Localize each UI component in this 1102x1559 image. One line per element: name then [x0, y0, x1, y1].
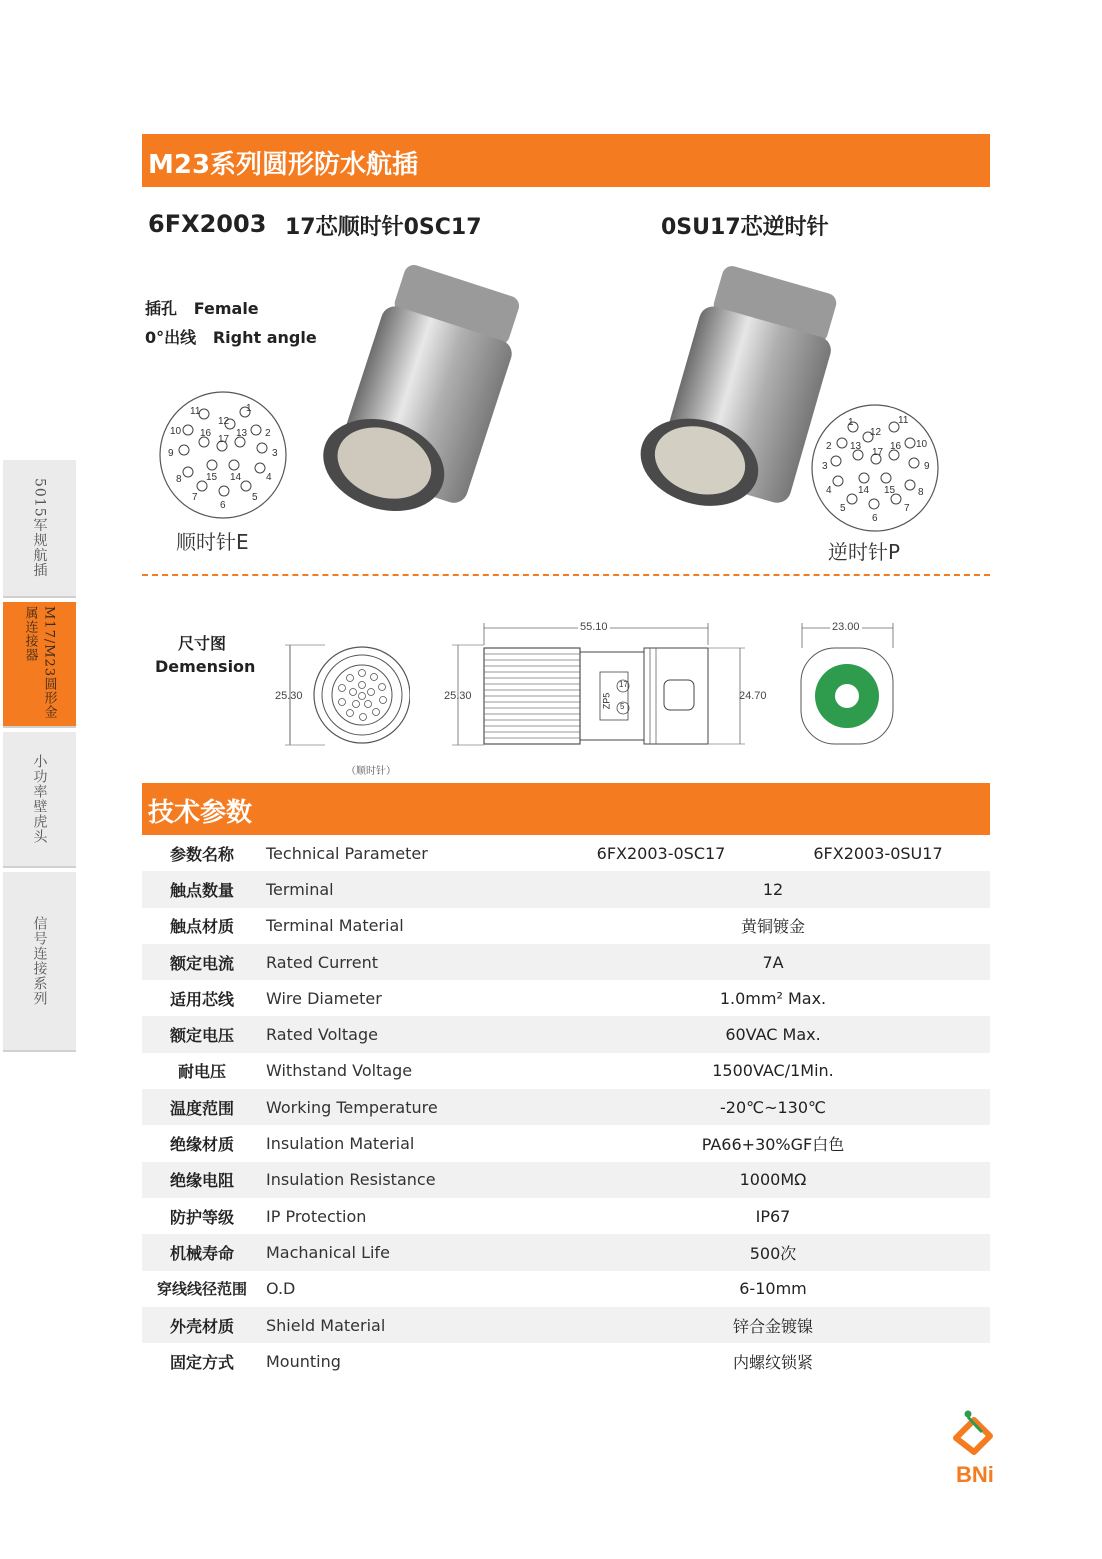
param-cn: 绝缘电阻 — [142, 1162, 262, 1198]
param-value: 12 — [556, 871, 990, 907]
table-row — [142, 1271, 990, 1307]
page-title: M23系列圆形防水航插 — [148, 150, 419, 180]
param-en: Wire Diameter — [266, 988, 382, 1008]
side-tab-signal[interactable] — [3, 872, 76, 1052]
side-tab-small-power[interactable] — [3, 732, 76, 868]
param-cn: 绝缘材质 — [169, 1135, 234, 1155]
pin-label: 3 — [822, 461, 828, 472]
pin-label: 17 — [872, 447, 884, 458]
param-en: Shield Material — [262, 1307, 556, 1343]
param-en: O.D — [266, 1279, 296, 1299]
table-row — [142, 1307, 990, 1343]
param-cn: 防护等级 — [169, 1207, 234, 1227]
table-row — [142, 1125, 990, 1161]
pin-label: 10 — [170, 426, 182, 437]
param-value: 黄铜镀金 — [740, 917, 805, 937]
param-value: 锌合金镀镍 — [556, 1307, 990, 1343]
brand-logo-icon — [946, 1410, 1006, 1460]
param-cn: 耐电压 — [177, 1062, 226, 1082]
param-en: Rated Current — [262, 944, 556, 980]
pin-label: 14 — [858, 485, 870, 496]
pin-label: 2 — [826, 441, 832, 452]
param-value: 1500VAC/1Min. — [712, 1061, 834, 1081]
param-value: 内螺纹锁紧 — [732, 1352, 813, 1372]
param-en: Rated Voltage — [262, 1016, 556, 1052]
pin-label: 14 — [230, 472, 242, 483]
page-title-banner — [142, 134, 990, 187]
connector-photo-counterclockwise — [620, 262, 840, 522]
header-cell: Technical Parameter — [266, 843, 428, 863]
pin-label: 12 — [218, 416, 230, 427]
dimension-label-cn: 尺寸图 — [178, 634, 227, 653]
pin-label: 15 — [884, 485, 896, 496]
spec-banner — [142, 783, 990, 835]
param-value: 500次 — [556, 1234, 990, 1270]
header-cell: 参数名称 — [169, 844, 234, 864]
table-row — [142, 1016, 990, 1052]
right-variant-heading: 0SU17芯逆时针 — [661, 215, 829, 240]
pin-label: 5 — [840, 503, 846, 514]
pin-label: 16 — [890, 441, 902, 452]
pin-label: 2 — [265, 428, 271, 439]
header-cell: 6FX2003-0SC17 — [596, 843, 726, 863]
side-marking-17: 17 — [619, 680, 628, 689]
pin-label: 11 — [898, 415, 909, 426]
pin-label: 13 — [850, 441, 862, 452]
param-value: -20℃~130℃ — [556, 1089, 990, 1125]
param-en: Terminal — [262, 871, 556, 907]
param-en: Insulation Resistance — [262, 1162, 556, 1198]
param-value: 6-10mm — [739, 1279, 807, 1299]
param-value: 1000MΩ — [556, 1162, 990, 1198]
pin-label: 9 — [168, 448, 174, 459]
table-row — [142, 1234, 990, 1270]
param-cn: 触点数量 — [142, 871, 262, 907]
pin-label: 6 — [220, 500, 226, 511]
feature-female: 插孔 Female — [145, 299, 259, 318]
param-value: IP67 — [755, 1206, 791, 1226]
spec-banner-title: 技术参数 — [148, 798, 253, 828]
table-header-row — [142, 835, 990, 871]
pin-label: 1 — [848, 417, 854, 428]
pin-diagram-counterclockwise — [810, 403, 940, 533]
pin-label: 8 — [918, 487, 924, 498]
param-cn: 外壳材质 — [142, 1307, 262, 1343]
side-tab-label: 小功率壁虎头 — [31, 754, 48, 844]
param-cn: 额定电压 — [142, 1016, 262, 1052]
param-value: PA66+30%GF白色 — [701, 1135, 845, 1155]
side-view-drawing — [440, 620, 790, 755]
side-height-right-dim: 24.70 — [739, 690, 767, 702]
param-en: Machanical Life — [262, 1234, 556, 1270]
side-marking-zp5: ZP5 — [601, 692, 612, 710]
pin-label: 3 — [272, 448, 278, 459]
spec-table — [142, 835, 990, 1379]
table-row — [142, 1198, 990, 1234]
left-model-heading: 6FX2003 — [148, 210, 267, 238]
pin-label: 15 — [206, 472, 218, 483]
param-en: Terminal Material — [266, 916, 404, 936]
end-view-drawing — [795, 620, 905, 750]
param-en: IP Protection — [266, 1206, 367, 1226]
pin-label: 12 — [870, 427, 882, 438]
table-row — [142, 944, 990, 980]
header-cell: 6FX2003-0SU17 — [813, 843, 943, 863]
side-height-left-dim: 25.30 — [444, 690, 472, 702]
clockwise-label: 顺时针E — [176, 530, 249, 554]
pin-label: 13 — [236, 428, 248, 439]
pin-label: 9 — [924, 461, 930, 472]
pin-diagram-clockwise — [158, 390, 288, 520]
param-value: 60VAC Max. — [556, 1016, 990, 1052]
left-variant-heading: 17芯顺时针0SC17 — [285, 215, 482, 240]
param-en: Insulation Material — [266, 1134, 415, 1154]
length-dim: 55.10 — [580, 621, 608, 633]
pin-label: 6 — [872, 513, 878, 524]
pin-label: 17 — [218, 434, 230, 445]
param-en: Working Temperature — [262, 1089, 556, 1125]
front-height-dim: 25.30 — [275, 690, 303, 702]
brand-logo-text: BNi — [956, 1462, 994, 1487]
param-cn: 触点材质 — [169, 917, 234, 937]
pin-label: 1 — [246, 403, 252, 414]
param-cn: 机械寿命 — [142, 1234, 262, 1270]
side-tab-label: 信号连接系列 — [31, 916, 48, 1006]
side-marking-5: 5 — [620, 702, 625, 711]
param-en: Withstand Voltage — [266, 1061, 413, 1081]
side-tab-5015[interactable] — [3, 460, 76, 598]
pin-label: 16 — [200, 428, 212, 439]
table-row — [142, 980, 990, 1016]
param-cn: 温度范围 — [142, 1089, 262, 1125]
param-cn: 固定方式 — [169, 1352, 234, 1372]
table-row — [142, 1089, 990, 1125]
clockwise-caption: （顺时针） — [346, 766, 396, 777]
pin-label: 11 — [190, 406, 201, 417]
feature-angle: 0°出线 Right angle — [145, 328, 317, 347]
param-value: 7A — [556, 944, 990, 980]
param-cn: 额定电流 — [142, 944, 262, 980]
side-tab-m17-m23[interactable] — [3, 602, 76, 728]
table-row — [142, 1053, 990, 1089]
pin-label: 4 — [266, 472, 272, 483]
counterclockwise-label: 逆时针P — [828, 540, 901, 564]
pin-label: 5 — [252, 492, 258, 503]
dimension-label-en: Demension — [155, 657, 256, 676]
pin-label: 8 — [176, 474, 182, 485]
table-row — [142, 1162, 990, 1198]
param-value: 1.0mm² Max. — [719, 988, 827, 1008]
table-row — [142, 871, 990, 907]
param-cn: 穿线线径范围 — [156, 1280, 247, 1299]
side-tab-label: M17/M23圆形金属连接器 — [22, 606, 57, 720]
connector-photo-clockwise — [298, 262, 538, 522]
table-row — [142, 1343, 990, 1379]
pin-label: 4 — [826, 485, 832, 496]
pin-label: 7 — [192, 492, 198, 503]
param-cn: 适用芯线 — [169, 989, 234, 1009]
pin-label: 7 — [904, 503, 910, 514]
section-divider — [142, 574, 990, 576]
side-tab-label: 5015军规航插 — [31, 478, 48, 578]
pin-label: 10 — [916, 439, 928, 450]
table-row — [142, 908, 990, 944]
end-diameter-dim: 23.00 — [832, 621, 860, 633]
param-en: Mounting — [266, 1351, 341, 1371]
